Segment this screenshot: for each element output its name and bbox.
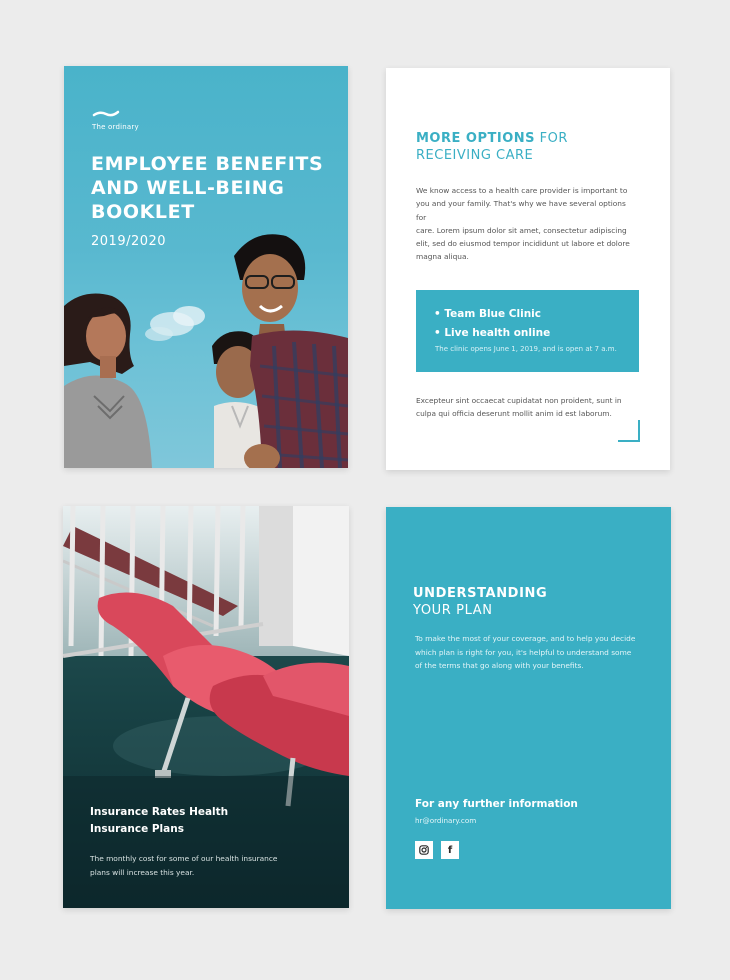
cover-year: 2019/2020 xyxy=(91,234,167,249)
photo-caption-body xyxy=(90,852,290,879)
contact-title: For any further information xyxy=(415,798,578,810)
body-line: magna aliqua. xyxy=(416,252,469,262)
options-title-light: FOR xyxy=(534,131,568,146)
options-title-line2: RECEIVING CARE xyxy=(416,148,534,163)
chairs-photo xyxy=(63,506,349,908)
body-line: which plan is right for you, it's helpful to understand some xyxy=(415,647,632,657)
body-line: We know access to a health care provider is important to xyxy=(416,186,628,195)
logo-text: The ordinary xyxy=(92,123,139,131)
corner-decoration xyxy=(618,420,640,442)
options-body-2 xyxy=(416,394,638,421)
instagram-icon-glyph xyxy=(419,845,429,855)
insurance-photo-page xyxy=(63,506,349,908)
options-title xyxy=(416,131,568,146)
plan-subtitle: YOUR PLAN xyxy=(413,603,493,618)
instagram-icon[interactable] xyxy=(415,841,433,859)
bullet-live-health-online: • Live health online xyxy=(434,327,551,339)
plan-title: UNDERSTANDING xyxy=(413,586,548,601)
plan-page xyxy=(386,507,671,909)
options-title-bold: MORE OPTIONS xyxy=(416,131,535,146)
logo xyxy=(92,104,139,131)
clinic-options-box xyxy=(416,290,639,372)
cover-title-line: EMPLOYEE BENEFITS xyxy=(91,153,324,175)
bullet-team-blue-clinic: • Team Blue Clinic xyxy=(434,308,541,320)
body-line: plans will increase this year. xyxy=(90,867,195,877)
facebook-icon-glyph: f xyxy=(447,844,453,856)
options-page xyxy=(386,68,670,470)
wave-logo-icon xyxy=(92,109,120,119)
caption-title-line: Insurance Rates Health xyxy=(90,806,229,818)
caption-title-line: Insurance Plans xyxy=(90,823,184,835)
cover-page xyxy=(64,66,348,468)
contact-email[interactable]: hr@ordinary.com xyxy=(415,816,477,825)
clinic-note: The clinic opens June 1, 2019, and is open at 7 a.m. xyxy=(435,345,617,353)
body-line: you and your family. That's why we have several options for xyxy=(416,199,626,222)
body-line: Excepteur sint occaecat cupidatat non proident, sunt in xyxy=(416,396,622,405)
photo-caption-title xyxy=(90,804,290,838)
body-line: culpa qui officia deserunt mollit anim id est laborum. xyxy=(416,409,612,419)
body-line: The monthly cost for some of our health insurance xyxy=(90,854,278,863)
cover-title-line: BOOKLET xyxy=(91,201,195,223)
cover-title xyxy=(91,152,331,224)
body-line: elit, sed do eiusmod tempor incididunt ut labore et dolore xyxy=(416,239,630,249)
body-line: of the terms that go along with your benefits. xyxy=(415,661,584,670)
options-body xyxy=(416,184,638,264)
plan-body xyxy=(415,632,640,673)
facebook-icon[interactable] xyxy=(441,841,459,859)
body-line: To make the most of your coverage, and to help you decide xyxy=(415,634,636,643)
cover-title-line: AND WELL-BEING xyxy=(91,177,285,199)
body-line: care. Lorem ipsum dolor sit amet, consectetur adipiscing xyxy=(416,225,627,235)
